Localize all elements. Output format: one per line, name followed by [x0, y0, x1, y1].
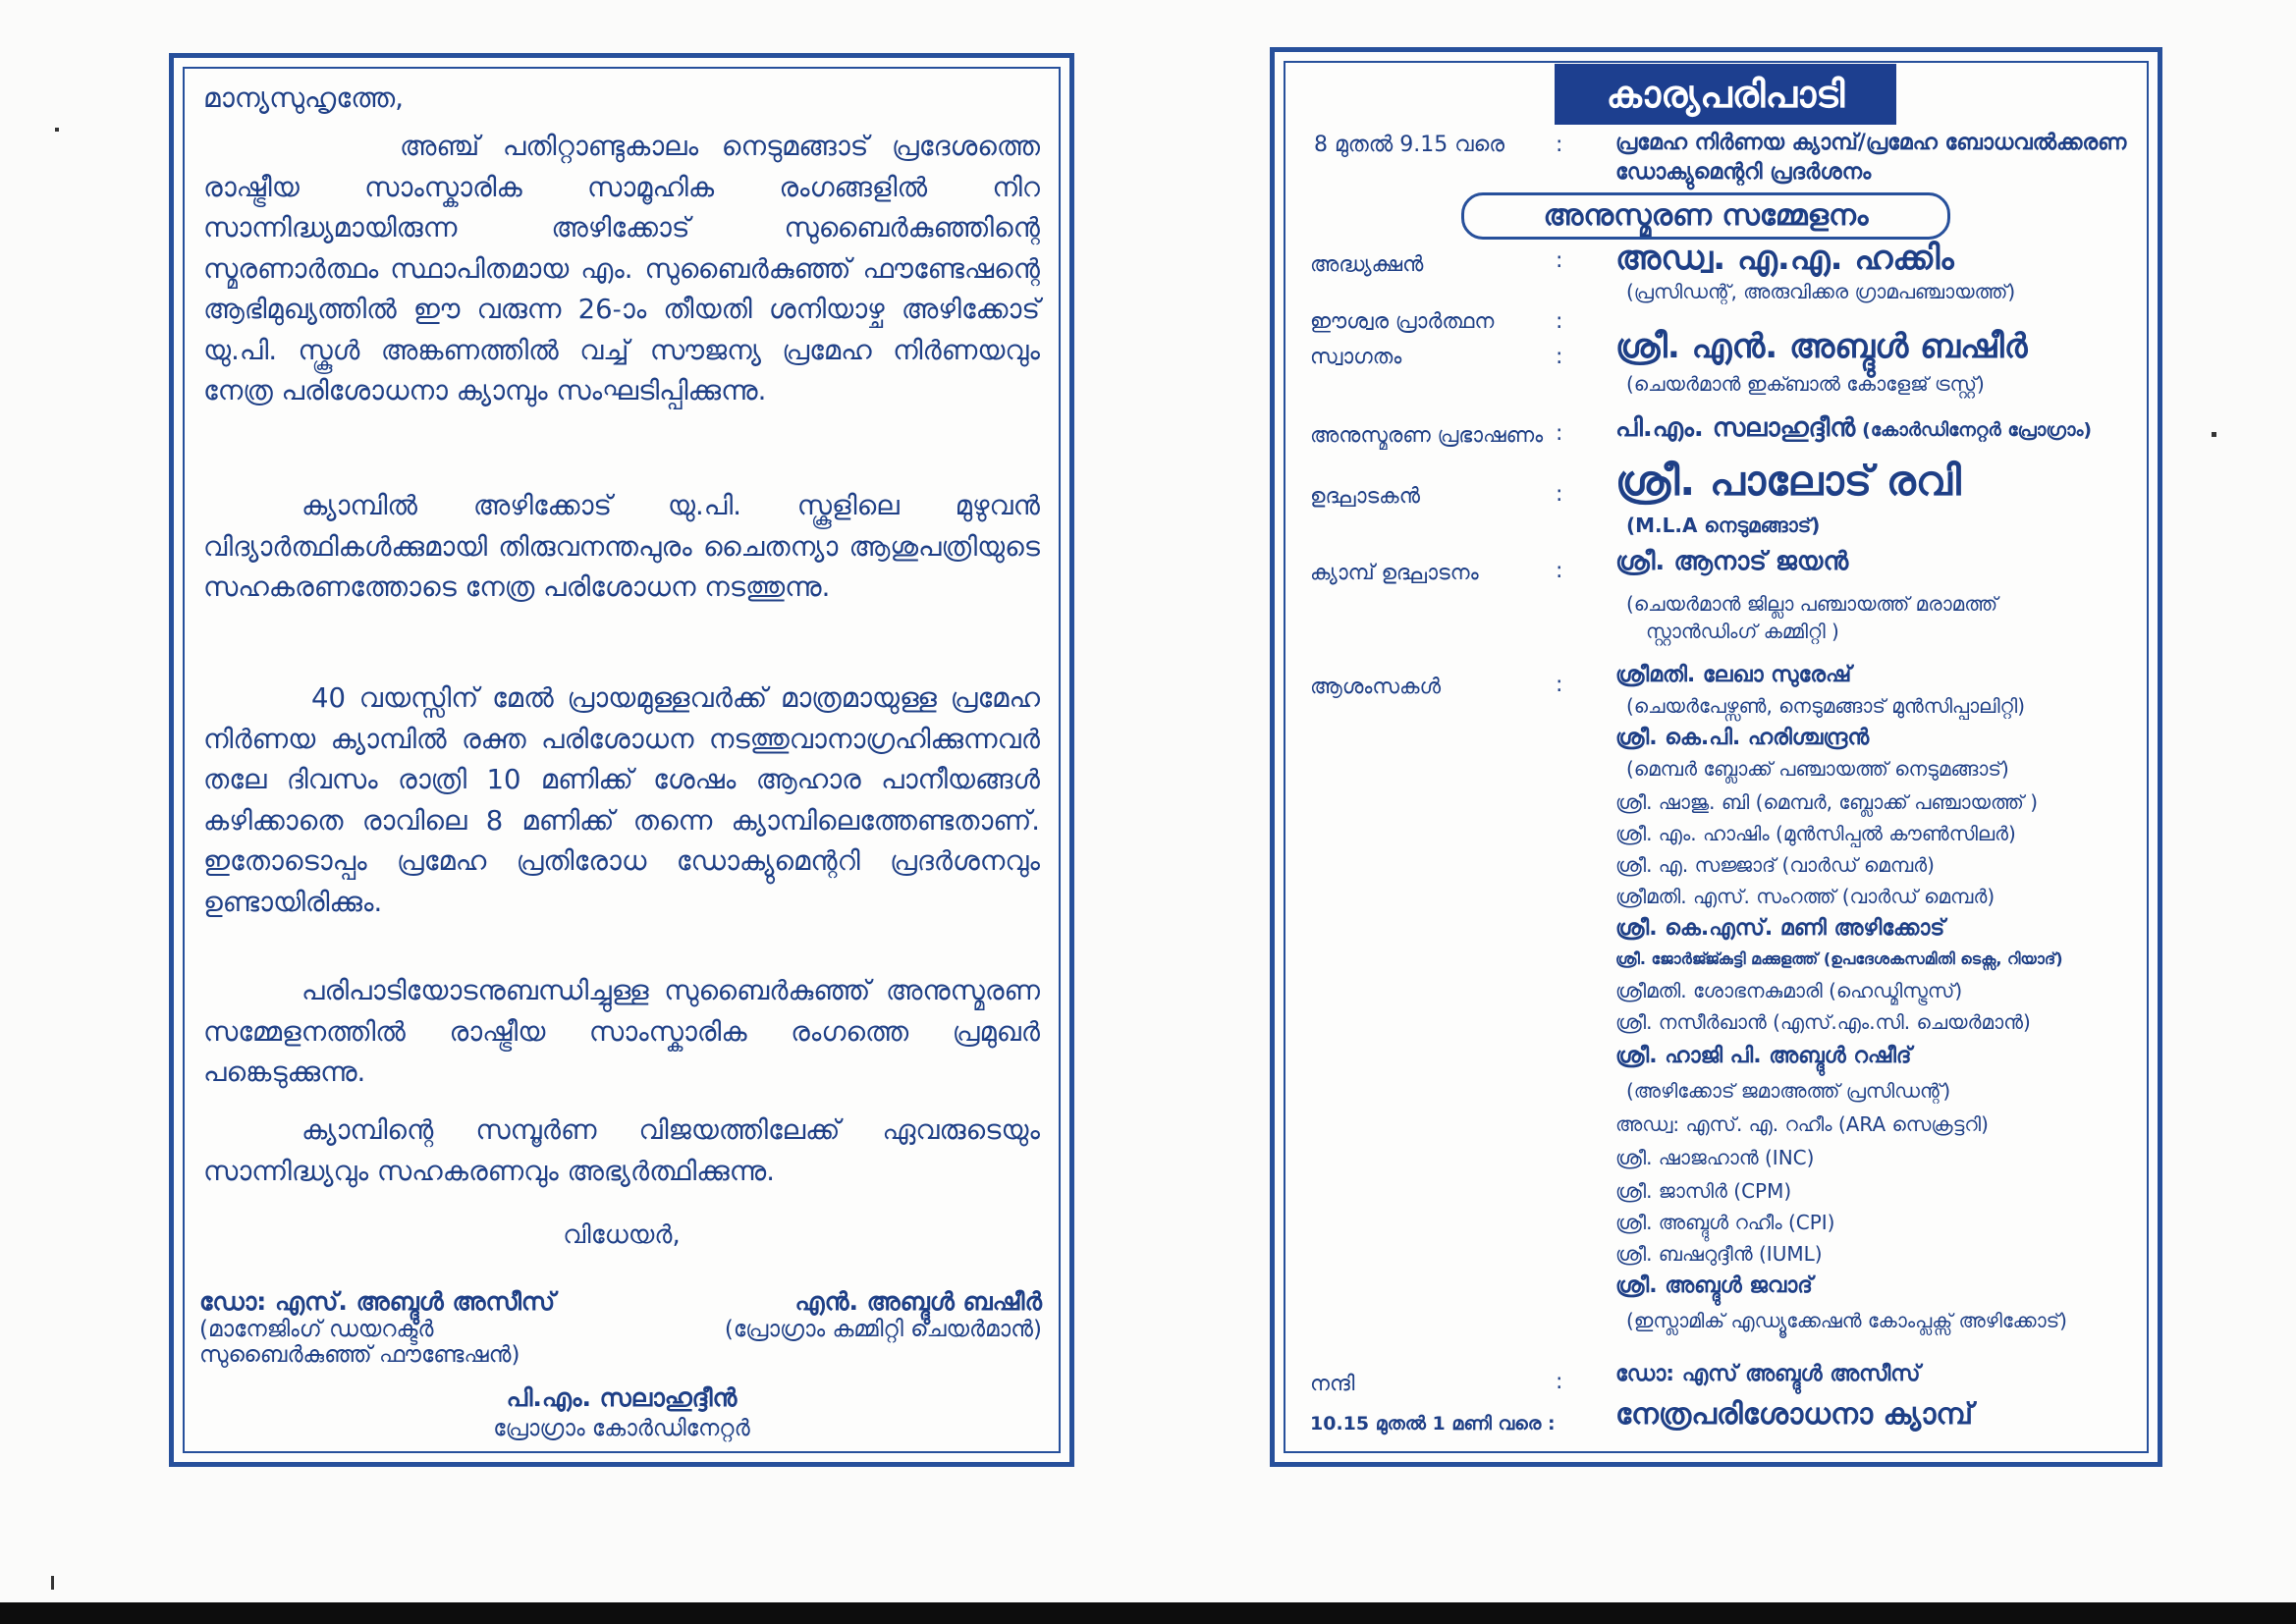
- felicitation-21: (ഇസ്ലാമിക് എഡ്യൂക്കേഷൻ കോംപ്ലക്സ് അഴിക്കോട്): [1626, 1309, 2067, 1332]
- letter-closing: വിധേയർ,: [563, 1220, 681, 1250]
- scan-edge-bar: [0, 1602, 2296, 1624]
- scan-speck: [55, 128, 59, 132]
- colon: :: [1556, 133, 1563, 157]
- camp-inaugurator-name: ശ്രീ. ആനാട് ജയൻ: [1615, 547, 1849, 576]
- camp-inaugurator-sub2: സ്റ്റാൻഡിംഗ് കമ്മിറ്റി ): [1646, 620, 1839, 643]
- signatory-right: [725, 1287, 1042, 1342]
- colon: :: [1556, 345, 1563, 369]
- felicitation-17: ശ്രീ. ജാസിർ (CPM): [1615, 1179, 1792, 1203]
- letter-paragraph-2: ക്യാമ്പിൽ അഴിക്കോട് യു.പി. സ്കൂളിലെ മുഴുവൻ വിദ്യാർത്ഥികൾക്കുമായി തിരുവനന്തപുരം ചൈതന്യാ ആശുപത്രിയുടെ സഹകരണത്തോടെ നേത്ര പരിശോധന നടത്തുന്നു.: [203, 490, 1040, 603]
- president-sub: (പ്രസിഡന്റ്, അരുവിക്കര ഗ്രാമപഞ്ചായത്ത്): [1626, 280, 2016, 303]
- camp-inaugurator-sub1: (ചെയർമാൻ ജില്ലാ പഞ്ചായത്ത് മരാമത്ത്: [1626, 592, 1998, 616]
- signatory-right-role: (പ്രോഗ്രാം കമ്മിറ്റി ചെയർമാൻ): [724, 1317, 1042, 1342]
- memorial-speaker-name: പി.എം. സലാഹുദ്ദീൻ: [1615, 413, 1856, 443]
- felicitation-18: ശ്രീ. അബ്ദുൾ റഹീം (CPI): [1615, 1211, 1835, 1234]
- felicitation-12: ശ്രീ. നസീർഖാൻ (എസ്.എം.സി. ചെയർമാൻ): [1615, 1010, 2031, 1034]
- welcome-name: ശ്രീ. എൻ. അബ്ദുൾ ബഷീർ: [1615, 327, 2028, 366]
- signatory-left-role1: (മാനേജിംഗ് ഡയറക്ടർ: [199, 1317, 434, 1342]
- scan-speck: [51, 1576, 54, 1590]
- felicitation-16: ശ്രീ. ഷാജഹാൻ (INC): [1615, 1146, 1815, 1169]
- programme-title-banner: കാര്യപരിപാടി: [1555, 64, 1896, 125]
- prayer-label: ഈശ്വര പ്രാർത്ഥന: [1310, 309, 1495, 334]
- signatory-left-name: ഡോ: എസ്. അബ്ദുൾ അസീസ്: [199, 1287, 556, 1316]
- president-name: അഡ്വ. എ.എ. ഹക്കിം: [1615, 239, 1954, 278]
- schedule-item-1b: ഡോക്യുമെന്ററി പ്രദർശനം: [1615, 160, 1872, 185]
- letter-paragraph-3: 40 വയസ്സിന് മേൽ പ്രായമുള്ളവർക്ക് മാത്രമായുള്ള പ്രമേഹ നിർണയ ക്യാമ്പിൽ രക്ത പരിശോധന നടത്തുവാനാഗ്രഹിക്കുന്നവർ തലേ ദിവസം രാത്രി 10 മണിക്ക് ശേഷം ആഹാര പാനീയങ്ങൾ കഴിക്കാതെ രാവിലെ 8 മണിക്ക് തന്നെ ക്യാമ്പിലെത്തേണ്ടതാണ്. ഇതോടൊപ്പം പ്രമേഹ പ്രതിരോധ ഡോക്യുമെന്ററി പ്രദർശനവും ഉണ്ടായിരിക്കും.: [203, 682, 1040, 918]
- felicitation-15: അഡ്വ: എസ്. എ. റഹീം (ARA സെക്രട്ടറി): [1615, 1112, 1989, 1136]
- president-label: അദ്ധ്യക്ഷൻ: [1310, 252, 1424, 277]
- felicitation-7: ശ്രീ. എ. സജ്ജാദ് (വാർഡ് മെമ്പർ): [1615, 853, 1935, 877]
- schedule-time-2: 10.15 മുതൽ 1 മണി വരെ :: [1310, 1413, 1556, 1435]
- schedule-item-1a: പ്രമേഹ നിർണയ ക്യാമ്പ്/പ്രമേഹ ബോധവൽക്കരണ: [1615, 131, 2127, 155]
- felicitation-19: ശ്രീ. ബഷറുദ്ദീൻ (IUML): [1615, 1242, 1823, 1266]
- inaugurator-name: ശ്രീ. പാലോട് രവി: [1615, 457, 1961, 505]
- felicitation-10: ശ്രീ. ജോർജ്ജ്കുട്ടി മക്കുളത്ത് (ഉപദേശകസമിതി ടെക്സ, റിയാദ്): [1615, 949, 2063, 968]
- letter-greeting: മാന്യസുഹൃത്തേ,: [203, 81, 405, 114]
- felicitation-2: (ചെയർപേഴ്സൺ, നെടുമങ്ങാട് മുൻസിപ്പാലിറ്റി): [1626, 694, 2026, 718]
- colon: :: [1556, 309, 1563, 334]
- colon: :: [1556, 559, 1563, 583]
- signatory-right-name: എൻ. അബ്ദുൾ ബഷീർ: [794, 1287, 1042, 1316]
- memorial-speech-label: അനുസ്മരണ പ്രഭാഷണം: [1310, 423, 1544, 448]
- memorial-speaker-sub: (കോർഡിനേറ്റർ പ്രോഗ്രാം): [1862, 419, 2093, 441]
- colon: :: [1556, 248, 1563, 273]
- letter-panel: [169, 53, 1074, 1467]
- felicitation-6: ശ്രീ. എം. ഹാഷിം (മുൻസിപ്പൽ കൗൺസിലർ): [1615, 822, 2016, 845]
- felicitation-14: (അഴിക്കോട് ജമാഅത്ത് പ്രസിഡന്റ്): [1626, 1079, 1951, 1103]
- felicitation-5: ശ്രീ. ഷാജു. ബി (മെമ്പർ, ബ്ലോക്ക് പഞ്ചായത്ത് ): [1615, 790, 2039, 814]
- thanks-name: ഡോ: എസ് അബ്ദുൾ അസീസ്: [1615, 1362, 1921, 1386]
- schedule-time-1: 8 മുതൽ 9.15 വരെ: [1314, 133, 1505, 157]
- colon: :: [1556, 482, 1563, 507]
- felicitation-8: ശ്രീമതി. എസ്. സംറത്ത് (വാർഡ് മെമ്പർ): [1615, 885, 1995, 908]
- inaugurator-label: ഉദ്ഘാടകൻ: [1310, 484, 1421, 509]
- signatory-center-name: പി.എം. സലാഹുദ്ദീൻ: [506, 1383, 738, 1412]
- camp-inauguration-label: ക്യാമ്പ് ഉദ്ഘാടനം: [1310, 561, 1479, 585]
- eye-camp-title: നേത്രപരിശോധനാ ക്യാമ്പ്: [1615, 1397, 1974, 1432]
- colon: :: [1556, 1370, 1563, 1394]
- felicitations-label: ആശംസകൾ: [1310, 675, 1442, 699]
- colon: :: [1556, 673, 1563, 697]
- felicitation-20: ശ്രീ. അബ്ദുൾ ജവാദ്: [1615, 1273, 1813, 1298]
- letter-paragraph-5: ക്യാമ്പിന്റെ സമ്പൂർണ വിജയത്തിലേക്ക് ഏവരുടെയും സാന്നിദ്ധ്യവും സഹകരണവും അഭ്യർത്ഥിക്കുന്നു.: [203, 1114, 1040, 1187]
- signatory-center-role: പ്രോഗ്രാം കോർഡിനേറ്റർ: [493, 1416, 750, 1441]
- felicitation-3: ശ്രീ. കെ.പി. ഹരിശ്ചന്ദ്രൻ: [1615, 726, 1870, 750]
- programme-panel: [1270, 47, 2162, 1467]
- signatory-left-role2: സുബൈർകുഞ്ഞ് ഫൗണ്ടേഷൻ): [199, 1342, 520, 1368]
- memorial-meeting-title: അനുസ്മരണ സമ്മേളനം: [1461, 192, 1950, 240]
- letter-paragraph-1: അഞ്ച് പതിറ്റാണ്ടുകാലം നെടുമങ്ങാട് പ്രദേശത്തെ രാഷ്ട്രീയ സാംസ്കാരിക സാമൂഹിക രംഗങ്ങളിൽ നിറ സാന്നിദ്ധ്യമായിരുന്ന അഴിക്കോട് സുബൈർകുഞ്ഞിന്റെ സ്മരണാർത്ഥം സ്ഥാപിതമായ എം. സുബൈർകുഞ്ഞ് ഫൗണ്ടേഷന്റെ ആഭിമുഖ്യത്തിൽ ഈ വരുന്ന 26-ാം തീയതി ശനിയാഴ്ച അഴിക്കോട് യു.പി. സ്കൂൾ അങ്കണത്തിൽ വച്ച് സൗജന്യ പ്രമേഹ നിർണയവും നേത്ര പരിശോധനാ ക്യാമ്പും സംഘടിപ്പിക്കുന്നു.: [203, 131, 1040, 406]
- signatory-left: [199, 1287, 555, 1368]
- memorial-speaker: [1615, 413, 2092, 444]
- welcome-sub: (ചെയർമാൻ ഇക്ബാൽ കോളേജ് ട്രസ്റ്റ്): [1626, 372, 1985, 396]
- thanks-label: നന്ദി: [1310, 1372, 1355, 1396]
- letter-paragraph-4: പരിപാടിയോടനുബന്ധിച്ചുള്ള സുബൈർകുഞ്ഞ് അനുസ്മരണ സമ്മേളനത്തിൽ രാഷ്ട്രീയ സാംസ്കാരിക രംഗത്തെ പ്രമുഖർ പങ്കെടുക്കുന്നു.: [203, 975, 1040, 1088]
- felicitation-4: (മെമ്പർ ബ്ലോക്ക് പഞ്ചായത്ത് നെടുമങ്ങാട്): [1626, 757, 2009, 781]
- signatory-center: [174, 1383, 1069, 1443]
- felicitation-11: ശ്രീമതി. ശോഭനകുമാരി (ഹെഡ്മിസ്ട്രസ്): [1615, 979, 1963, 1002]
- inaugurator-sub: (M.L.A നെടുമങ്ങാട്): [1626, 514, 1821, 537]
- welcome-label: സ്വാഗതം: [1310, 345, 1402, 369]
- felicitation-13: ശ്രീ. ഹാജി പി. അബ്ദുൾ റഷീദ്: [1615, 1044, 1912, 1068]
- colon: :: [1556, 421, 1563, 446]
- felicitation-9: ശ്രീ. കെ.എസ്. മണി അഴിക്കോട്: [1615, 916, 1945, 941]
- felicitation-1: ശ്രീമതി. ലേഖാ സുരേഷ്: [1615, 663, 1852, 687]
- scan-speck: [2212, 432, 2216, 437]
